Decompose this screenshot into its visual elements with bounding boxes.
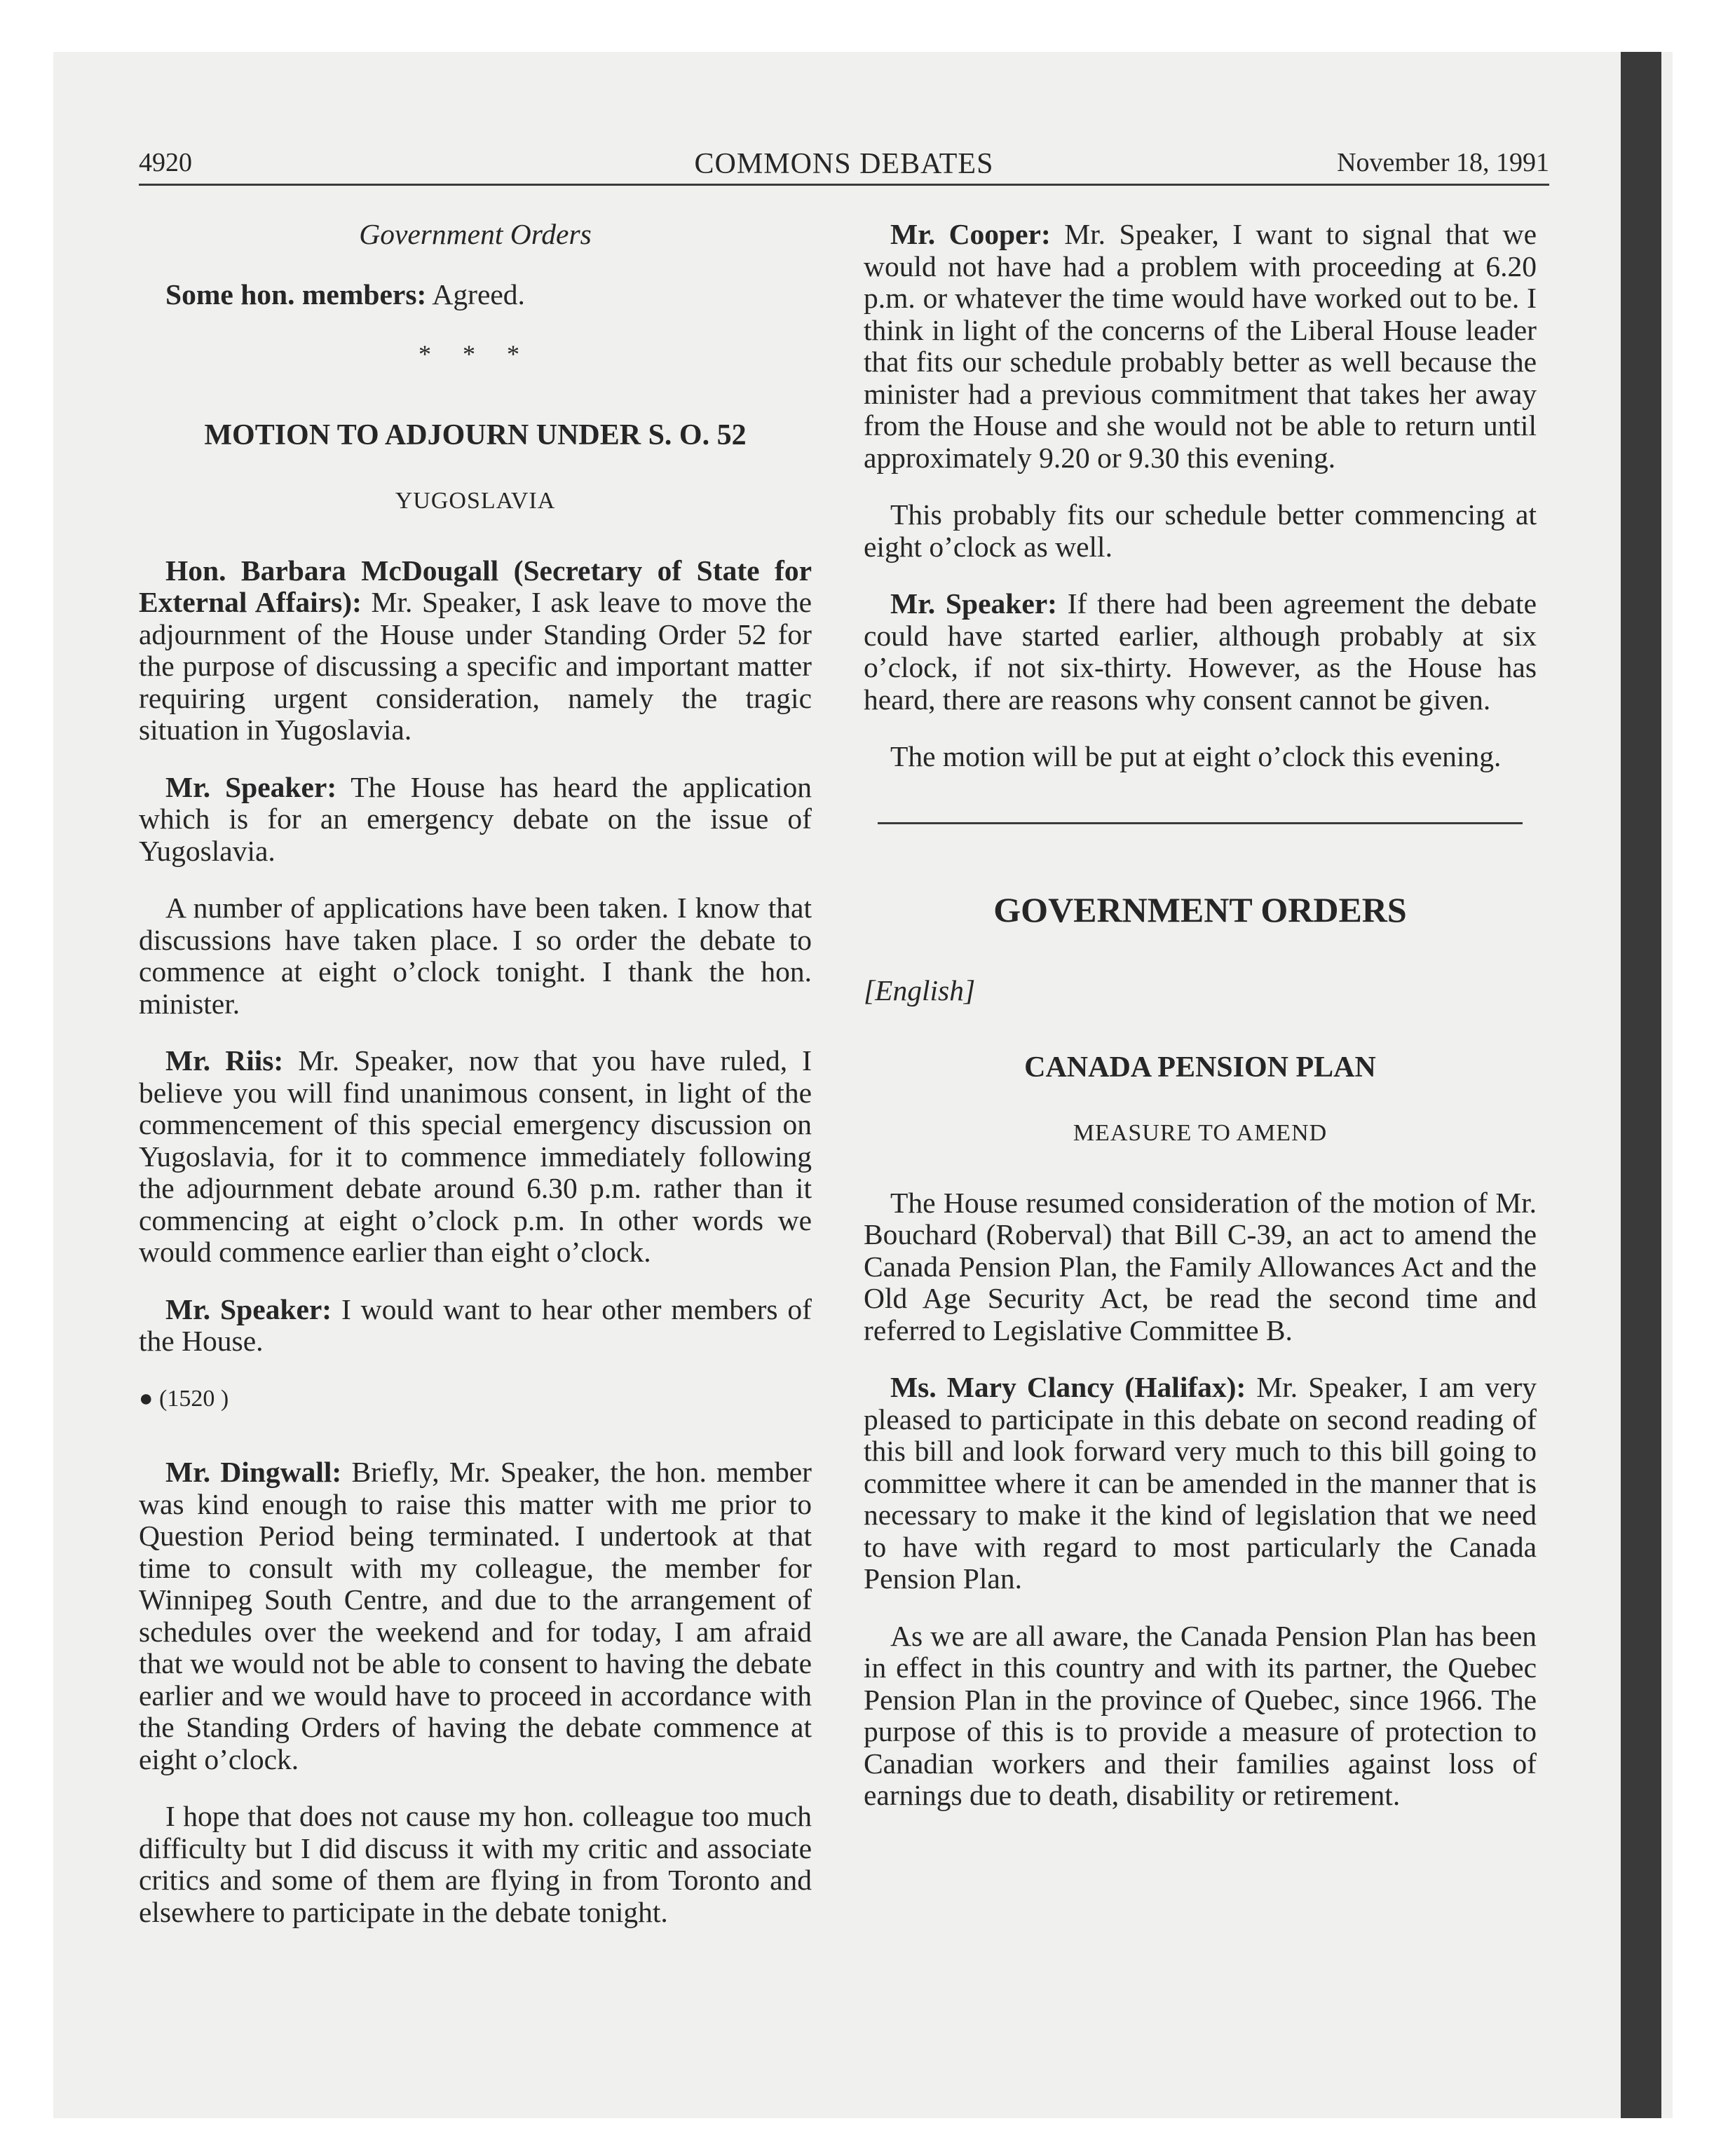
- section-subheading: YUGOSLAVIA: [395, 488, 556, 514]
- speaker-name: Mr. Cooper:: [890, 218, 1051, 250]
- paragraph: [139, 279, 812, 311]
- paragraph: [864, 219, 1537, 474]
- main-section-heading: GOVERNMENT ORDERS: [993, 889, 1407, 929]
- speaker-name: Some hon. members:: [165, 278, 427, 311]
- paragraph: [139, 1294, 812, 1358]
- speaker-name: Mr. Speaker:: [165, 1292, 332, 1325]
- speech-text: The House has heard the application which is for an emergency debate on the issue of Yugoslavia.: [139, 770, 812, 867]
- speaker-name: Mr. Dingwall:: [165, 1456, 342, 1488]
- speaker-name: Mr. Speaker:: [165, 770, 337, 803]
- section-divider: [878, 822, 1523, 824]
- speech-text: I would want to hear other members of the House.: [139, 1292, 812, 1357]
- paragraph: The House resumed consideration of the motion of Mr. Bouchard (Roberval) that Bill C-39, an act to amend the Canada Pension Plan, the Family Allowances Act and the Old Age Security Act, be read the second time and referred to Legislative Committee B.: [864, 1186, 1537, 1346]
- time-marker: ● (1520 ): [139, 1385, 229, 1412]
- section-subheading: MEASURE TO AMEND: [1073, 1120, 1328, 1146]
- scan-edge-bar: [1621, 52, 1661, 2118]
- speech-text: Briefly, Mr. Speaker, the hon. member was kind enough to raise this matter with me prior to Question Period being terminated. I undertook at that time to consult with my colleague, the member for Winnipeg South Centre, and due to the arrangement of schedules over the weekend and for today, I am afraid that we would not be able to consent to having the debate earlier and we would have to proceed in accordance with the Standing Orders of having the debate commence at eight o’clock.: [139, 1456, 812, 1775]
- paragraph: As we are all aware, the Canada Pension Plan has been in effect in this country and with its partner, the Quebec Pension Plan in the province of Quebec, since 1966. The purpose of this is to provide a measure of protection to Canadian workers and their families against loss of earnings due to death, disability or retirement.: [864, 1619, 1537, 1811]
- left-column: [139, 219, 812, 1953]
- page-header: [139, 142, 1549, 186]
- paragraph: [864, 588, 1537, 716]
- language-tag: [English]: [864, 974, 976, 1007]
- paragraph: [139, 1045, 812, 1269]
- speaker-name: Mr. Riis:: [165, 1044, 284, 1077]
- speaker-name: Mr. Speaker:: [890, 587, 1057, 620]
- paragraph: This probably fits our schedule better commencing at eight o’clock as well.: [864, 498, 1537, 563]
- paragraph: [864, 1372, 1537, 1595]
- speech-text: Mr. Speaker, now that you have ruled, I believe you will find unanimous consent, in light of the commencement of this special emergency discussion on Yugoslavia, for it to commence immediately following the adjournment debate around 6.30 p.m. rather than it commencing at eight o’clock p.m. In other words we would commence earlier than eight o’clock.: [139, 1044, 812, 1268]
- paragraph: [139, 1456, 812, 1775]
- paragraph: [139, 555, 812, 746]
- section-label: Government Orders: [359, 218, 592, 250]
- paragraph: [139, 772, 812, 868]
- section-heading: MOTION TO ADJOURN UNDER S. O. 52: [204, 418, 747, 451]
- section-heading: CANADA PENSION PLAN: [1024, 1051, 1376, 1084]
- paragraph: The motion will be put at eight o’clock this evening.: [890, 740, 1502, 772]
- page-number: 4920: [139, 148, 192, 177]
- paragraph: A number of applications have been taken. I know that discussions have taken place. I so order the debate to commence at eight o’clock tonight. I thank the hon. minister.: [139, 892, 812, 1020]
- speaker-name: Ms. Mary Clancy (Halifax):: [890, 1371, 1246, 1403]
- speech-text: Agreed.: [426, 278, 525, 311]
- speech-text: If there had been agreement the debate could have started earlier, although probably at six o’clock, if not six-thirty. However, as the House has heard, there are reasons why consent cannot be given.: [864, 587, 1537, 716]
- speaker-name: Hon. Barbara McDougall (Secretary of State for External Affairs):: [139, 554, 812, 618]
- section-separator: * * *: [419, 340, 532, 368]
- speech-text: Mr. Speaker, I want to signal that we would not have had a problem with proceeding at 6.20 p.m. or whatever the time would have worked out to be. I think in light of the concerns of the Liberal House leader that fits our schedule probably better as well because the minister had a previous commitment that takes her away from the House and she would not be able to return until approximately 9.20 or 9.30 this evening.: [864, 218, 1537, 474]
- publication-title: COMMONS DEBATES: [694, 148, 994, 180]
- speech-text: Mr. Speaker, I ask leave to move the adjournment of the House under Standing Order 52 for the purpose of discussing a specific and important matter requiring urgent consideration, namely the tragic situation in Yugoslavia.: [139, 586, 812, 746]
- right-column: [864, 219, 1537, 1837]
- paragraph: I hope that does not cause my hon. colleague too much difficulty but I did discuss it with my critic and associate critics and some of them are flying in from Toronto and elsewhere to participate in the debate tonight.: [139, 1800, 812, 1928]
- speech-text: Mr. Speaker, I am very pleased to participate in this debate on second reading of this bill and look forward very much to this bill going to committee where it can be amended in the manner that is necessary to make it the kind of legislation that we need to have with regard to most particularly the Canada Pension Plan.: [864, 1371, 1537, 1595]
- page-date: November 18, 1991: [1337, 148, 1549, 177]
